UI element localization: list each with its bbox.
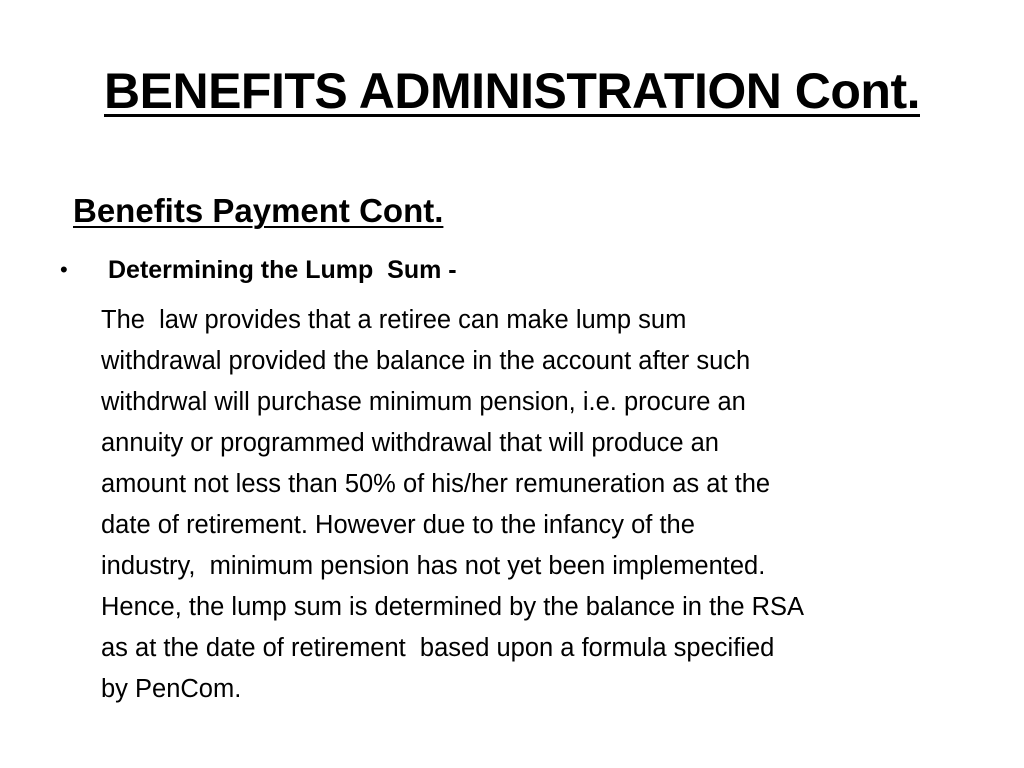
body-line: Hence, the lump sum is determined by the balance in the RSA — [101, 593, 805, 621]
body-line: by PenCom. — [101, 675, 242, 703]
body-line: withdrawal provided the balance in the account after such — [101, 347, 751, 375]
bullet-icon: • — [60, 257, 68, 282]
body-line: annuity or programmed withdrawal that will produce an — [101, 429, 719, 457]
slide-title: BENEFITS ADMINISTRATION Cont. — [104, 63, 920, 119]
body-line: withdrwal will purchase minimum pension, i.e. procure an — [101, 388, 746, 416]
body-line: as at the date of retirement based upon a formula specified — [101, 634, 775, 662]
body-line: industry, minimum pension has not yet been implemented. — [101, 552, 766, 580]
section-subtitle: Benefits Payment Cont. — [73, 192, 444, 229]
body-paragraph — [101, 300, 981, 710]
bullet-heading: Determining the Lump Sum - — [108, 256, 457, 284]
body-line: amount not less than 50% of his/her remuneration as at the — [101, 470, 771, 498]
body-line: date of retirement. However due to the infancy of the — [101, 511, 695, 539]
body-line: The law provides that a retiree can make lump sum — [101, 306, 687, 334]
bullet-item — [60, 254, 457, 286]
